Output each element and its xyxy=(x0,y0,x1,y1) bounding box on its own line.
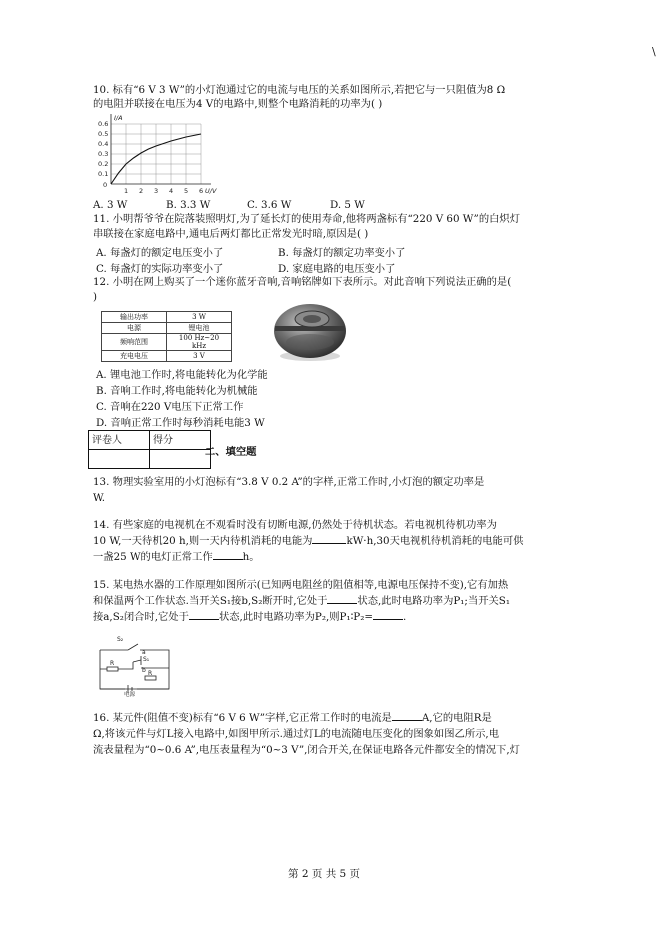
q14-line-3 xyxy=(93,551,260,564)
speaker-spec-table xyxy=(101,311,232,362)
chart-y-tick-label: 0.2 xyxy=(98,160,109,168)
score-cell xyxy=(150,450,211,469)
q10-option-b: B. 3.3 W xyxy=(166,199,211,211)
q15-answer-blank-1[interactable] xyxy=(327,603,357,604)
resistor-label: R xyxy=(110,660,115,667)
q11-option-c: C. 每盏灯的实际功率变小了 xyxy=(96,263,224,275)
chart-x-tick-label: 3 xyxy=(154,187,159,195)
q15-line-3 xyxy=(93,611,406,624)
spec-label: 频响范围 xyxy=(102,334,167,351)
q16-line-2: Ω,将该元件与灯L接入电路中,如图甲所示.通过灯L的电流随电压变化的图象如图乙所示,电 xyxy=(93,728,499,740)
resistor-label: R xyxy=(148,670,153,677)
q12-option-c: C. 音响在220 V电压下正常工作 xyxy=(96,401,244,413)
chart-y-axis-label: I/A xyxy=(114,114,123,122)
q14-line-2-text-a: 10 W,一天待机20 h,则一天内待机消耗的电能为 xyxy=(93,535,313,547)
terminal-a-label: a xyxy=(142,649,146,656)
q14-line-3-text-b: h。 xyxy=(242,551,260,563)
spec-label: 充电电压 xyxy=(102,351,167,362)
q10-iv-chart xyxy=(95,110,215,196)
q16-line-1-text-b: A,它的电阻R是 xyxy=(421,712,492,724)
q14-answer-blank-2[interactable] xyxy=(213,559,243,560)
q13-line-1: 13. 物理实验室用的小灯泡标有“3.8 V 0.2 A”的字样,正常工作时,小灯泡的额定功率是 xyxy=(93,476,485,488)
spec-label: 输出功率 xyxy=(102,312,167,323)
spec-value: 3 W xyxy=(167,312,232,323)
terminal-b-label: b xyxy=(142,667,146,674)
q12-option-b: B. 音响工作时,将电能转化为机械能 xyxy=(96,385,258,397)
q15-line-3-text-a: 接a,S₂闭合时,它处于 xyxy=(93,611,189,623)
switch-s1-label: S₁ xyxy=(143,656,150,663)
q14-line-1: 14. 有些家庭的电视机在不观看时没有切断电源,仍然处于待机状态。若电视机待机功率为 xyxy=(93,519,497,531)
chart-y-tick-label: 0.3 xyxy=(98,150,109,158)
chart-x-tick-label: 1 xyxy=(124,187,129,195)
chart-y-tick-label: 0.5 xyxy=(98,130,109,138)
q10-option-c: C. 3.6 W xyxy=(247,199,292,211)
q12-line-2: ) xyxy=(93,291,98,303)
q15-answer-blank-2[interactable] xyxy=(189,619,219,620)
table-row xyxy=(102,351,232,362)
q11-line-1: 11. 小明帮爷爷在院落装照明灯,为了延长灯的使用寿命,他将两盏标有“220 V 60 W”的白炽灯 xyxy=(93,213,521,225)
q14-line-2 xyxy=(93,535,523,548)
q15-line-3-text-b: 状态,此时电路功率为P₂,则P₁∶P₂= xyxy=(218,611,373,623)
q15-line-2-text-b: 状态,此时电路功率为P₁;当开关S₁ xyxy=(357,595,510,607)
q10-option-a: A. 3 W xyxy=(93,199,128,211)
q13-line-2: W. xyxy=(93,492,106,504)
chart-x-tick-label: 5 xyxy=(184,187,189,195)
spec-value: 100 Hz~20 kHz xyxy=(167,334,232,351)
q11-option-b: B. 每盏灯的额定功率变小了 xyxy=(278,247,406,259)
q15-line-2-text-a: 和保温两个工作状态.当开关S₁接b,S₂断开时,它处于 xyxy=(93,595,328,607)
bluetooth-speaker-image xyxy=(270,300,350,362)
q12-option-d: D. 音响正常工作时每秒消耗电能3 W xyxy=(96,417,265,429)
chart-x-tick-label: 2 xyxy=(139,187,144,195)
q16-line-1-text-a: 16. 某元件(阻值不变)标有“6 V 6 W”字样,它正常工作时的电流是 xyxy=(93,712,392,724)
corner-mark: \ xyxy=(652,45,656,58)
page-footer: 第 2 页 共 5 页 xyxy=(288,868,361,880)
q14-line-3-text-a: 一盏25 W的电灯正常工作 xyxy=(93,551,213,563)
q10-line-1: 10. 标有“6 V 3 W”的小灯泡通过它的电流与电压的关系如图所示,若把它与一只阻值为8 Ω xyxy=(93,84,506,96)
chart-y-tick-label: 0.1 xyxy=(98,170,109,178)
table-row xyxy=(102,323,232,334)
spec-value: 3 V xyxy=(167,351,232,362)
q15-answer-blank-3[interactable] xyxy=(373,619,403,620)
table-row xyxy=(102,334,232,351)
spec-value: 锂电池 xyxy=(167,323,232,334)
score-label: 得分 xyxy=(150,431,211,450)
chart-x-tick-label: 6 xyxy=(199,187,204,195)
q11-line-2: 串联接在家庭电路中,通电后两灯都比正常发光时暗,原因是( ) xyxy=(93,228,369,240)
q16-line-3: 流表量程为“0~0.6 A”,电压表量程为“0~3 V”,闭合开关,在保证电路各元件都安全的情况下,灯 xyxy=(93,744,520,756)
chart-y-tick-label: 0.6 xyxy=(98,120,109,128)
section-title: 二、填空题 xyxy=(205,446,257,458)
q11-option-a: A. 每盏灯的额定电压变小了 xyxy=(96,247,224,259)
grading-box xyxy=(88,430,211,469)
chart-x-tick-label: 4 xyxy=(169,187,174,195)
chart-y-tick-label: 0.4 xyxy=(98,140,109,148)
q15-line-2 xyxy=(93,595,510,608)
spec-label: 电源 xyxy=(102,323,167,334)
power-source-label: 电源 xyxy=(124,692,136,698)
chart-origin-label: 0 xyxy=(103,181,108,189)
q12-option-a: A. 锂电池工作时,将电能转化为化学能 xyxy=(96,369,268,381)
q10-option-d: D. 5 W xyxy=(330,199,365,211)
table-row xyxy=(102,312,232,323)
heater-circuit-diagram xyxy=(95,632,175,696)
q11-option-d: D. 家庭电路的电压变小了 xyxy=(278,263,396,275)
q16-line-1 xyxy=(93,712,492,725)
q15-line-1: 15. 某电热水器的工作原理如图所示(已知两电阻丝的阻值相等,电源电压保持不变),它有加热 xyxy=(93,579,509,591)
q14-line-2-text-b: kW·h,30天电视机待机消耗的电能可供 xyxy=(346,535,524,547)
q12-line-1: 12. 小明在网上购买了一个迷你蓝牙音响,音响铭牌如下表所示。对此音响下列说法正确的是( xyxy=(93,276,512,288)
q14-answer-blank-1[interactable] xyxy=(312,543,346,544)
chart-x-axis-label: U/V xyxy=(205,187,217,195)
grader-cell xyxy=(89,450,150,469)
q15-line-3-text-c: . xyxy=(402,611,407,623)
switch-s2-label: S₂ xyxy=(117,636,124,643)
q10-line-2: 的电阻并联接在电压为4 V的电路中,则整个电路消耗的功率为( ) xyxy=(93,98,383,110)
q16-answer-blank-1[interactable] xyxy=(392,720,422,721)
grader-label: 评卷人 xyxy=(89,431,150,450)
